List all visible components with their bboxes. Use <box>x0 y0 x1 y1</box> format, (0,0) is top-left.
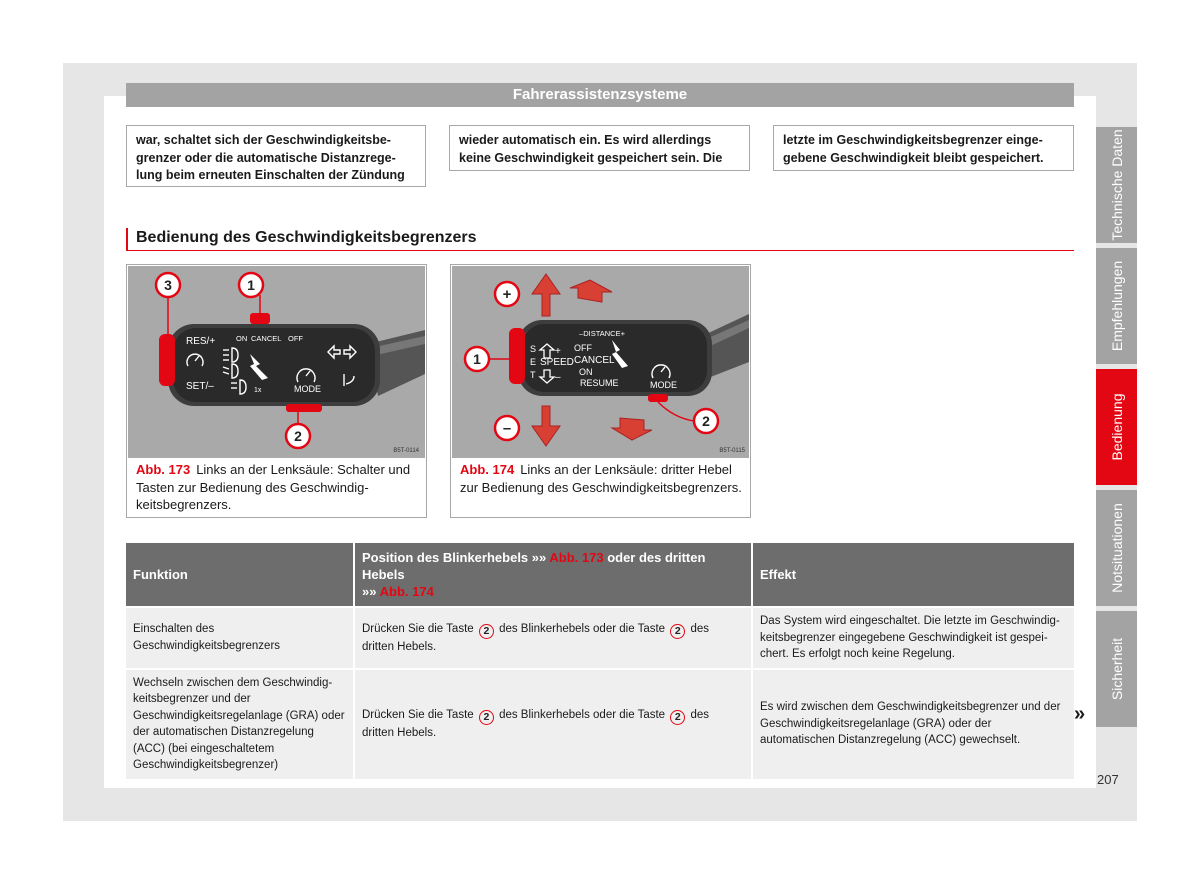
header-position-ref-174[interactable]: Abb. 174 <box>379 584 434 599</box>
s-label: S <box>530 344 537 354</box>
figure-173 <box>126 264 427 518</box>
callout-1-label: 1 <box>247 277 255 293</box>
steering-column-switch-illustration <box>128 266 425 458</box>
header-funktion: Funktion <box>126 543 354 607</box>
row-1-position-key-2: 2 <box>670 624 685 639</box>
continuation-text-column-1: war, schaltet sich der Geschwindigkeitsbe- grenzer oder die automatische Distanzrege- lung beim erneuten Einschalten der Zündung <box>126 125 426 187</box>
figure-174-label: Abb. 174 <box>460 462 515 477</box>
third-lever-illustration <box>452 266 749 458</box>
continue-marker: » <box>1074 703 1086 725</box>
distance-label: –DISTANCE+ <box>579 329 625 338</box>
plus-small-label: + <box>555 346 561 357</box>
side-tab-sicherheit[interactable] <box>1096 611 1137 727</box>
cancel-label: CANCEL <box>574 355 615 366</box>
page-number: 207 <box>1097 772 1119 787</box>
side-tab-label: Notsituationen <box>1108 503 1125 593</box>
row-2-position-text-b: des Blinkerhebels oder die Taste <box>499 708 666 721</box>
row-2-position-text-c: des dritten Hebels. <box>362 708 710 739</box>
figure-174-caption <box>460 461 745 496</box>
header-position-text-b: oder des dritten Hebels <box>362 550 706 582</box>
continuation-text-column-3: letzte im Geschwindigkeitsbegrenzer einge- gebene Geschwindigkeit bleibt gespeichert. <box>773 125 1074 171</box>
callout-2-label: 2 <box>702 413 710 429</box>
resume-label: RESUME <box>580 378 619 388</box>
one-x-label: 1x <box>254 387 262 394</box>
callout-1-label: 1 <box>473 351 481 367</box>
speed-label: SPEED <box>540 357 574 368</box>
row-1-effekt: Das System wird eingeschaltet. Die letzte im Geschwindigkeitsbegrenzer eingegebene Geschwindigkeit ist gespeichert. Es erfolgt noch keine Regelung. <box>752 607 1074 669</box>
set-label: SET/– <box>186 381 214 392</box>
row-1-position-text-c: des dritten Hebels. <box>362 622 710 653</box>
continuation-text-column-2: wieder automatisch ein. Es wird allerdings keine Geschwindigkeit gespeichert sein. Die <box>449 125 750 171</box>
e-label: E <box>530 357 537 367</box>
row-2-position-text-a: Drücken Sie die Taste <box>362 708 474 721</box>
header-position <box>354 543 752 607</box>
cancel-label: CANCEL <box>251 334 282 343</box>
chapter-header: Fahrerassistenzsysteme <box>126 83 1074 107</box>
header-position-text-a: Position des Blinkerhebels »» <box>362 550 547 565</box>
figure-code: B5T-0115 <box>719 448 745 454</box>
figure-173-label: Abb. 173 <box>136 462 191 477</box>
mode-label: MODE <box>650 380 677 390</box>
row-1-position-text-a: Drücken Sie die Taste <box>362 622 474 635</box>
row-2-funktion: Wechseln zwischen dem Geschwindigkeitsbegrenzer und der Geschwindigkeitsregelanlage (GRA) oder der automatischen Distanzregelung (ACC) (bei eingeschaltetem Geschwindigkeitsbegrenzer) <box>126 669 354 779</box>
t-label: T <box>530 370 536 380</box>
res-label: RES/+ <box>186 336 216 347</box>
row-1-position-key-1: 2 <box>479 624 494 639</box>
callout-3-label: 3 <box>164 277 172 293</box>
table-header-row <box>126 543 1074 607</box>
side-tab-empfehlungen[interactable] <box>1096 248 1137 364</box>
row-1-position <box>354 607 752 669</box>
side-tab-notsituationen[interactable] <box>1096 490 1137 606</box>
side-tab-bedienung[interactable] <box>1096 369 1137 485</box>
row-2-position-key-1: 2 <box>479 710 494 725</box>
figure-173-caption <box>136 461 421 514</box>
header-position-ref-173[interactable]: Abb. 173 <box>549 550 604 565</box>
minus-callout-label: – <box>502 420 512 437</box>
figure-173-caption-text: Links an der Lenksäule: Schalter und Tasten zur Bedienung des Geschwindigkeitsbegrenzers. <box>136 462 411 512</box>
figure-174 <box>450 264 751 518</box>
on-label: ON <box>579 367 593 377</box>
table-row <box>126 669 1074 779</box>
row-2-position <box>354 669 752 779</box>
row-2-position-key-2: 2 <box>670 710 685 725</box>
minus-small-label: – <box>555 372 561 383</box>
header-position-text-c: »» <box>362 584 377 599</box>
side-tab-label: Sicherheit <box>1108 637 1125 701</box>
table-row <box>126 607 1074 669</box>
plus-callout-label: + <box>502 286 512 303</box>
on-label: ON <box>236 334 248 343</box>
side-tab-label: Bedienung <box>1108 393 1125 461</box>
callout-2-label: 2 <box>294 428 302 444</box>
row-2-effekt: Es wird zwischen dem Geschwindigkeitsbegrenzer und der Geschwindigkeitsregelanlage (GRA) oder der automatischen Distanzregelung (ACC) gewechselt. <box>752 669 1074 779</box>
figure-174-caption-text: Links an der Lenksäule: dritter Hebel zur Bedienung des Geschwindigkeitsbegrenzers. <box>460 462 742 495</box>
side-tab-technische-daten[interactable] <box>1096 127 1137 243</box>
mode-label: MODE <box>294 384 321 394</box>
off-label: OFF <box>574 343 592 353</box>
side-tab-label: Technische Daten <box>1108 129 1125 241</box>
off-label: OFF <box>288 334 303 343</box>
side-tab-label: Empfehlungen <box>1108 260 1125 352</box>
function-table <box>126 543 1074 779</box>
section-title: Bedienung des Geschwindigkeitsbegrenzers <box>126 228 1074 251</box>
figure-code: B5T-0114 <box>393 448 419 454</box>
header-effekt: Effekt <box>752 543 1074 607</box>
row-1-funktion: Einschalten des Geschwindigkeitsbegrenzers <box>126 607 354 669</box>
row-1-position-text-b: des Blinkerhebels oder die Taste <box>499 622 666 635</box>
